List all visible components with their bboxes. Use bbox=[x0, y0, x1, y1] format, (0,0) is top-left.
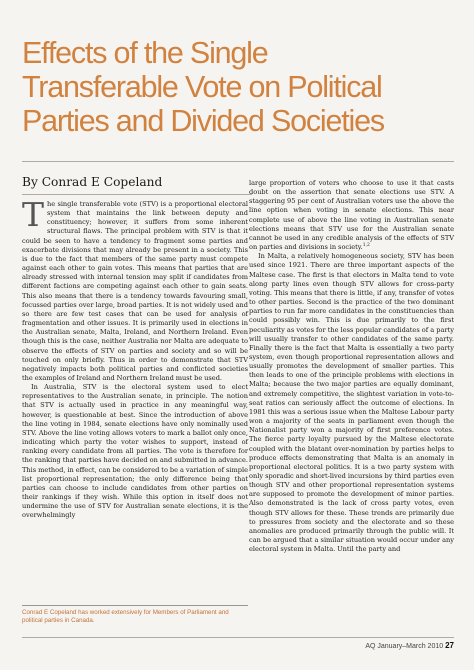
right-column bbox=[249, 179, 454, 554]
left-paragraph-2: In Australia, STV is the electoral system used to elect representatives to the Australian senate, in principle. The notion that STV is actually used in practice in any meaningful way, however, is questionable at best. Since the introduction of above the line voting in 1984, senate elections have only nominally used STV. Above the line voting allows voters to mark a ballot only once, indicating which party the voter wishes to support, instead of ranking every candidate from all parties. The vote is therefore for the ranking that parties have decided on and submitted in advance. This method, in effect, can be considered to be a variation of simple list proportional representation; the only difference being that parties can choose to include candidates from other parties on their rankings if they wish. While this option in itself does not undermine the use of STV for Australian senate elections, it is the overwhelmingly bbox=[22, 383, 248, 520]
author-footnote: Conrad E Copeland has worked extensively for Members of Parliament and political parties in Canada. bbox=[22, 609, 229, 625]
byline-divider bbox=[22, 194, 252, 195]
article-title bbox=[22, 36, 462, 138]
left-paragraph-1-text: he single transferable vote (STV) is a proportional electoral system that maintains the link between deputy and constituency; however, it suffers from some inherent structural flaws. The principal problem with STV is that it could be seen to have a tendency to fragment some parties and exacerbate divisions that may already be present in a society. This is due to the fact that members of the same party must compete against each other to gain votes. This means that parties that are already stressed with internal tension may split if candidates from different factions are competing against each other to gain seats. This also means that there is a tendency towards favouring small, focussed parties over large, broad parties. It is not widely used and so there are few test cases that can be used for analysis of fragmentation and other issues. It is primarily used in elections in the Australian senate, Malta, Ireland, and Northern Ireland. Even though this is the case, neither Australia nor Malta are adequate to observe the effects of STV on parties and society and so will be touched on only briefly. Thus in order to demonstrate that STV negatively impacts both political parties and conflicted societies the examples of Ireland and Northern Ireland must be used. bbox=[22, 200, 248, 382]
right-paragraph-1 bbox=[249, 179, 454, 252]
title-line-2: Transferable Vote on Political bbox=[22, 70, 382, 104]
title-line-3: Parties and Divided Societies bbox=[22, 104, 384, 138]
footer-divider bbox=[22, 637, 454, 638]
left-column bbox=[22, 195, 248, 520]
footnote-divider bbox=[22, 605, 248, 606]
issue-label: AQ January–March 2010 bbox=[365, 643, 444, 650]
title-divider bbox=[22, 161, 454, 162]
left-paragraph-1 bbox=[22, 195, 248, 383]
page-folio bbox=[365, 641, 454, 651]
byline: By Conrad E Copeland bbox=[22, 175, 163, 189]
drop-cap: T bbox=[22, 195, 45, 234]
right-paragraph-2: In Malta, a relatively homogeneous society, STV has been used since 1921. There are three important aspects of the Maltese case. The first is that electors in Malta tend to vote along party lines even though STV allows for cross-party voting. This means that there is little, if any, transfer of votes to other parties. Second is the practice of the two dominant parties to run far more candidates in the constituencies than could possibly win. This is due primarily to the first peculiarity as votes for the less popular candidates of a party will usually transfer to other candidates of the same party. Finally there is the fact that Malta is essentially a two party system, even though proportional representation allows and usually promotes the development of smaller parties. This then leads to one of the principle problems with elections in Malta; because the two major parties are equally dominant, and extremely competitive, the slightest variation in vote-to-seat ratios can seriously affect the outcome of elections. In 1981 this was a serious issue when the Maltese Labour party won a majority of the seats in parliament even though the Nationalist party won a majority of first preference votes. The fierce party loyalty pursued by the Maltese electorate coupled with the blatant over-nomination by parties helps to produce effects demonstrating that Malta is an anomaly in proportional electoral politics. It is a two party system with only sporadic and short-lived incursions by third parties even though STV and other proportional representation systems are supposed to promote the development of minor parties. Also demonstrated is the lack of cross party votes, even though STV allows for these. These trends are primarily due to pressures from society and the electorate and so these anomalies are produced primarily through the public will. It can be argued that a similar situation would occur under any electoral system in Malta. Until the party and bbox=[249, 252, 454, 554]
right-paragraph-1-text: large proportion of voters who choose to use it that casts doubt on the assertion that senate elections use STV. A staggering 95 per cent of Australian voters use the above the line option when voting in senate elections. This near complete use of above the line voting in Australian senate elections means that STV use for the Australian senate cannot be used in any credible analysis of the effects of STV on parties and divisions in society. bbox=[249, 179, 454, 252]
footnote-reference: 1,2 bbox=[362, 242, 370, 248]
page-number: 27 bbox=[445, 641, 454, 650]
title-line-1: Effects of the Single bbox=[22, 36, 268, 70]
